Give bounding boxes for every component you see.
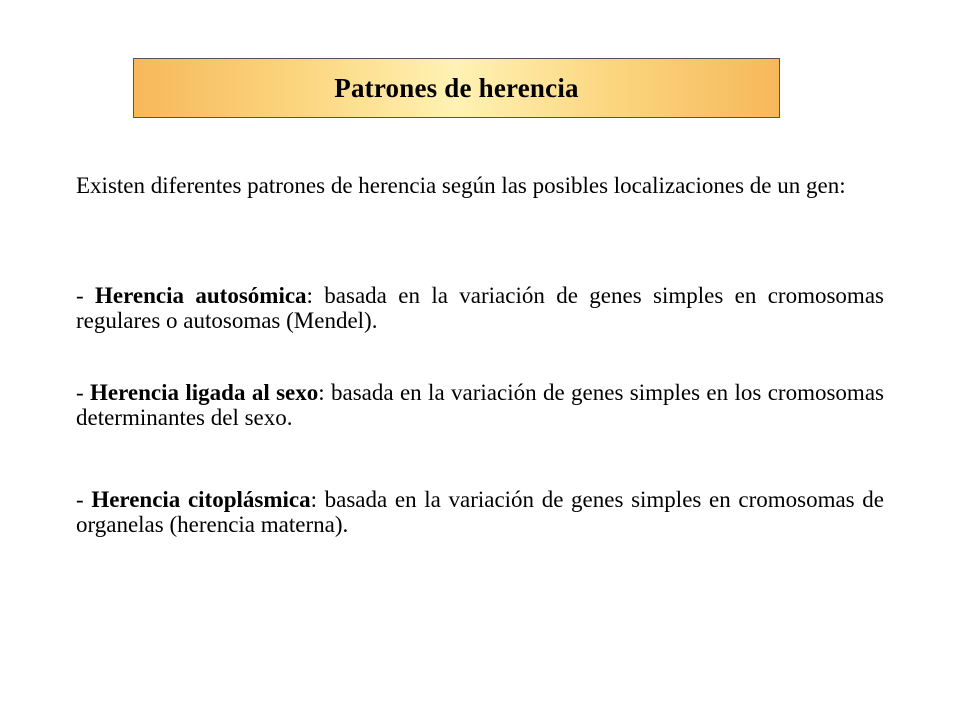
list-bullet: - <box>76 380 91 405</box>
description-sex-linked: : basada en la variación de genes simples en los cromosomas determinantes del sexo. <box>76 380 884 431</box>
description-autosomal: : basada en la variación de genes simples en cromosomas regulares o autosomas (Mendel). <box>76 283 884 334</box>
list-item-cytoplasmic <box>76 487 884 538</box>
list-bullet: - <box>76 487 92 512</box>
list-item-autosomal <box>76 283 884 334</box>
term-cytoplasmic: Herencia citoplásmica <box>91 487 311 512</box>
list-bullet: - <box>76 283 96 308</box>
slide-body <box>76 170 884 538</box>
intro-paragraph: Existen diferentes patrones de herencia según las posibles localizaciones de un gen: <box>76 173 846 198</box>
page-title: Patrones de herencia <box>334 72 579 103</box>
description-cytoplasmic: : basada en la variación de genes simples en cromosomas de organelas (herencia materna). <box>76 487 884 538</box>
term-sex-linked: Herencia ligada al sexo <box>90 380 319 405</box>
title-banner <box>133 58 780 118</box>
list-item-sex-linked <box>76 380 884 431</box>
term-autosomal: Herencia autosómica <box>95 283 307 308</box>
